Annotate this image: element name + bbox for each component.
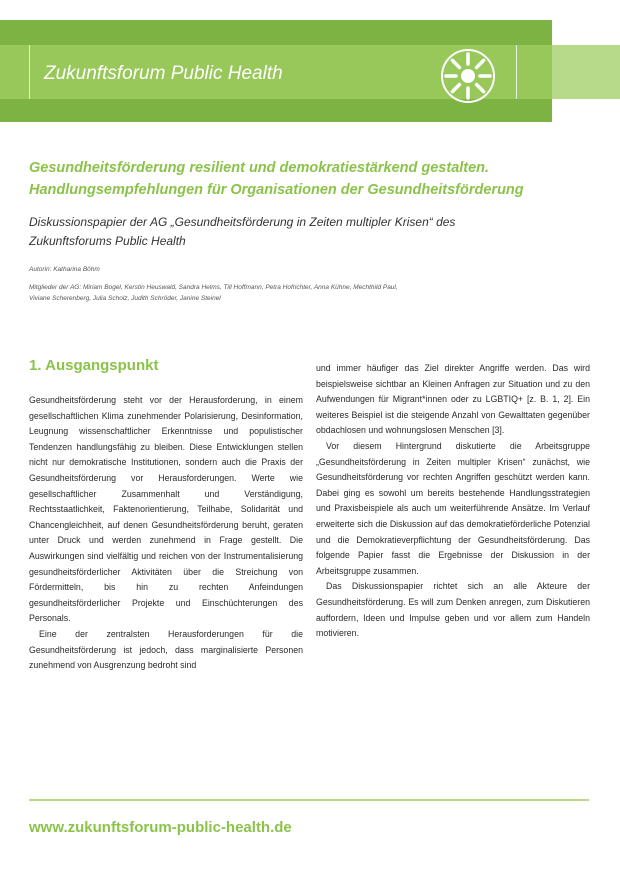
members-line2: Viviane Scherenberg, Julia Scholz, Judith Schröder, Janine Steinel (29, 295, 221, 302)
left-column (29, 393, 303, 674)
public-health-logo-icon (440, 48, 496, 104)
header-divider-right (516, 45, 517, 99)
right-column (316, 361, 590, 642)
document-title-line1: Gesundheitsförderung resilient und demokratiestärkend gestalten. (29, 160, 490, 176)
document-title (29, 157, 599, 201)
author-line: Autorin: Katharina Böhm (29, 266, 100, 273)
paragraph: Gesundheitsförderung steht vor der Herausforderung, in einem gesellschaftlichen Klima zunehmender Polarisierung, Desinformation, Leugnung wissenschaftlicher Erkenntnisse und populistischer Tendenzen handlungsfähig zu bleiben. Diese Entwicklungen stellen nicht nur demokratische Institutionen, sondern auch die Praxis der Gesundheitsförderung vor Herausforderungen. Werte wie gesellschaftlicher Zusammenhalt und Verständigung, Rechtsstaatlichkeit, Faktenorientierung, Teilhabe, Solidarität und Chancengleichheit, auf denen Gesundheitsförderung beruht, geraten unter Druck und werden zunehmend in Frage gestellt. Die Auswirkungen sind vielfältig und reichen von der Instrumentalisierung gesundheitsförderlicher Aktivitäten über die Streichung von Fördermitteln, bis hin zu rechten Anfeindungen gesundheitsförderlicher Projekte und Einschüchterungen des Personals. (29, 395, 303, 624)
paragraph: Eine der zentralsten Herausforderungen für die Gesundheitsförderung ist jedoch, dass marginalisierte Personen zunehmend von Ausgrenzung bedroht sind (29, 628, 303, 671)
document-subtitle (29, 213, 599, 251)
header-divider-left (29, 45, 30, 99)
paragraph: Vor diesem Hintergrund diskutierte die Arbeitsgruppe „Gesundheitsförderung in Zeiten multipler Krisen“ zunächst, wie Gesundheitsförderung vor rechten Angriffen geschützt werden kann. Dabei ging es sowohl um bereits bestehende Handlungsstrategien und Praxisbeispiele als auch um weiterführende Ansätze. Im Verlauf erweiterte sich die Diskussion auf das demokratieförderliche Potenzial und die Demokratieverpflichtung der Gesundheitsförderung. Das folgende Papier fasst die Ergebnisse der Diskussion in der Arbeitsgruppe zusammen. (316, 440, 590, 576)
brand-title: Zukunftsforum Public Health (44, 63, 283, 84)
footer-website-link[interactable]: www.zukunftsforum-public-health.de (29, 819, 292, 836)
members-line1: Mitglieder der AG: Miriam Bogel, Kerstin Heuswald, Sandra Helms, Till Hoffmann, Petra Hofrichter, Anna Kühne, Mechthild Paul, (29, 284, 398, 291)
paragraph: Das Diskussionspapier richtet sich an alle Akteure der Gesundheitsförderung. Es will zum Denken anregen, zum Diskutieren auffordern, Ideen und Impulse geben und vor allem zum Handeln motivieren. (316, 581, 590, 639)
members-list (29, 282, 594, 304)
document-subtitle-line1: Diskussionspapier der AG „Gesundheitsförderung in Zeiten multipler Krisen“ des (29, 215, 456, 229)
document-subtitle-line2: Zukunftsforums Public Health (29, 234, 186, 248)
document-title-line2: Handlungsempfehlungen für Organisationen der Gesundheitsförderung (29, 182, 524, 198)
paragraph: und immer häufiger das Ziel direkter Angriffe werden. Das wird beispielsweise sichtbar an Kleinen Anfragen zur Situation und zu den Aufwendungen für Migrant*innen oder zu LGBTIQ+ [z. B. 1, 2]. Ein weiteres Beispiel ist die steigende Anzahl von Gewalttaten gegenüber obdachlosen und wohnungslosen Menschen [3]. (316, 363, 590, 436)
header-tab (552, 45, 620, 99)
section-heading: 1. Ausgangspunkt (29, 357, 159, 374)
footer-divider (29, 799, 589, 801)
